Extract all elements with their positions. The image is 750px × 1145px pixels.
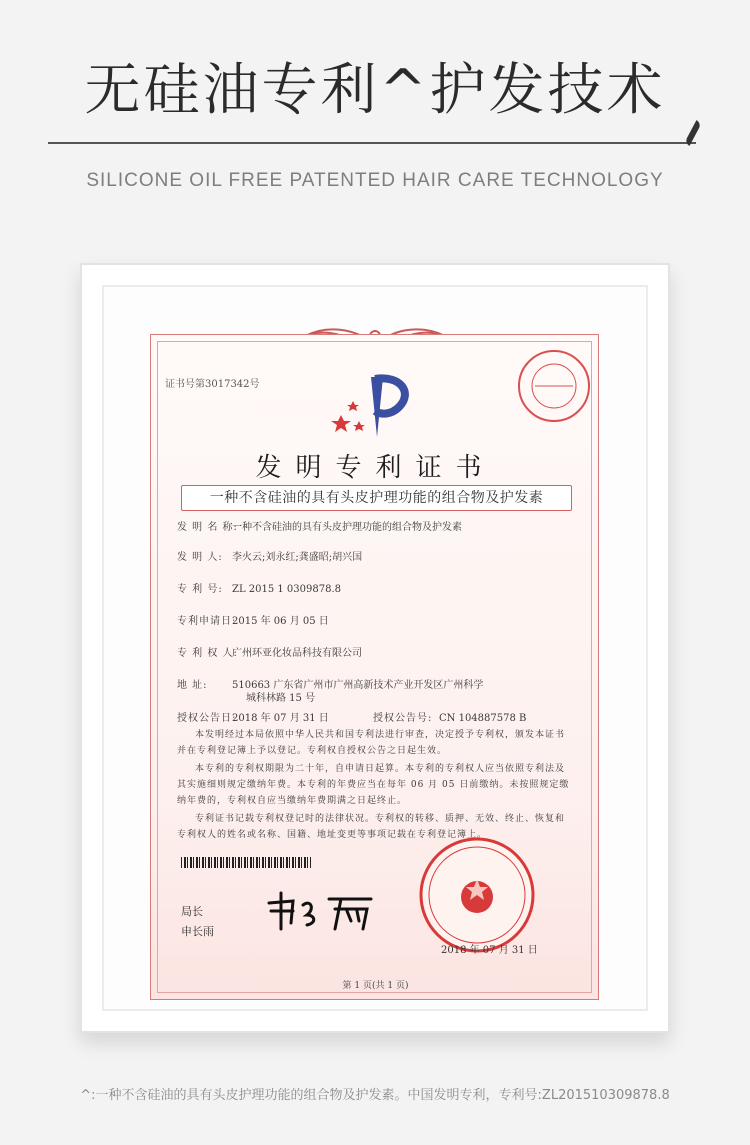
certificate-number: 证书号第3017342号 (165, 379, 260, 390)
title-divider (48, 142, 696, 144)
national-ip-seal-icon (417, 835, 537, 955)
barcode (181, 857, 311, 868)
invention-title-box: 一种不含硅油的具有头皮护理功能的组合物及护发素 (181, 485, 572, 511)
certificate-paragraph-2: 本专利的专利权期限为二十年，自申请日起算。本专利的专利权人应当依照专利法及其实施细则规定缴纳年费。本专利的年费应当在每年 06 月 05 日前缴纳。未按照规定缴纳年费的，专利权自应当缴纳年费期满之日起终止。 (177, 764, 570, 806)
page-subtitle: SILICONE OIL FREE PATENTED HAIR CARE TECHNOLOGY (86, 170, 664, 191)
field-announce-number: 授权公告号: CN 104887578 B (373, 713, 527, 724)
director-name: 申长雨 (181, 925, 214, 938)
field-address: 地 址: 510663 广东省广州市广州高新技术产业开发区广州科学 (177, 680, 484, 691)
patent-certificate (150, 334, 599, 1000)
certificate-title: 发明专利证书 (255, 453, 496, 483)
field-patentee: 专 利 权 人:广州环亚化妆品科技有限公司 (177, 648, 362, 659)
patent-office-logo-icon (329, 371, 419, 441)
field-filing-date: 专利申请日:2015 年 06 月 05 日 (177, 616, 329, 627)
page-number: 第 1 页(共 1 页) (342, 981, 409, 991)
field-inventors: 发 明 人: 李火云;刘永红;龚盛昭;胡兴国 (177, 552, 363, 563)
field-invention-name: 发 明 名 称:一种不含硅油的具有头皮护理功能的组合物及护发素 (177, 522, 462, 533)
field-address-line2: 城科林路 15 号 (246, 693, 316, 704)
agency-stamp-icon (515, 347, 593, 425)
director-title: 局长 (181, 905, 203, 918)
footnote: ^:一种不含硅油的具有头皮护理功能的组合物及护发素。中国发明专利，专利号:ZL201510309878.8 (80, 1088, 670, 1103)
certificate-paragraph-1: 本发明经过本局依照中华人民共和国专利法进行审查，决定授予专利权，颁发本证书并在专利登记簿上予以登记。专利权自授权公告之日起生效。 (177, 730, 566, 756)
signature-icon (263, 889, 383, 933)
field-patent-number: 专 利 号: ZL 2015 1 0309878.8 (177, 584, 342, 595)
certificate-paragraph-3: 专利证书记载专利权登记时的法律状况。专利权的转移、质押、无效、终止、恢复和专利权人的姓名或名称、国籍、地址变更等事项记载在专利登记簿上。 (177, 814, 566, 840)
field-announce-date: 授权公告日:2018 年 07 月 31 日 (177, 713, 329, 724)
seal-date: 2018 年 07 月 31 日 (441, 945, 538, 956)
page-title: 无硅油专利^护发技术 (84, 58, 666, 123)
